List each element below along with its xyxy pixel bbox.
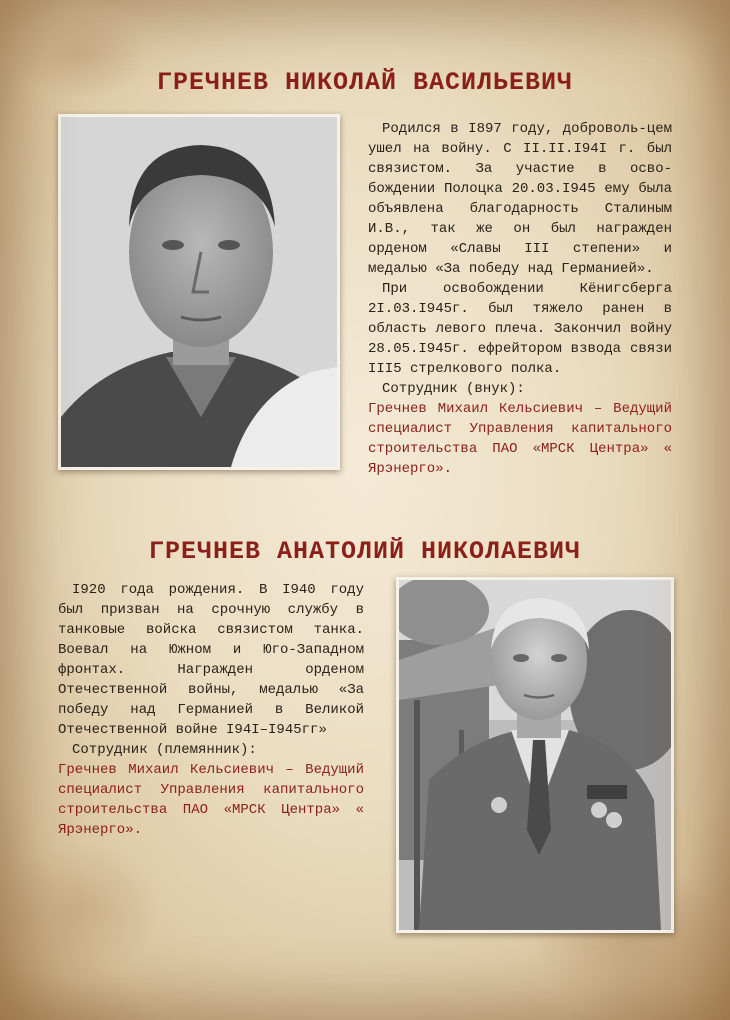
person1-employee: Гречнев Михаил Кельсиевич – Ведущий специалист Управления капитального строительства ПАО «МРСК Центра» « Ярэнерго».	[368, 401, 672, 477]
person1-portrait-photo	[58, 114, 340, 470]
person1-relation: Сотрудник (внук):	[382, 381, 525, 397]
person1-name-heading: ГРЕЧНЕВ НИКОЛАЙ ВАСИЛЬЕВИЧ	[156, 68, 574, 97]
person1-bio-paragraph: Родился в I897 году, доброволь-цем ушел на войну. С II.II.I94I г. был связистом. За участие в осво-бождении Полоцка 20.03.I945 ему была объявлена благодарность Сталиным И.В., так же он был награжден орденом «Славы III степени» и медалью «За победу над Германией».	[368, 121, 672, 277]
person2-bio-paragraph: I920 года рождения. В I940 году был призван на срочную службу в танковые войска связистом танка. Воевал на Южном и Юго-Западном фронтах. Награжден орденом Отечественной войны, медалью «За победу над Германией в Великой Отечественной войне I94I–I945гг»	[58, 582, 364, 738]
person2-biography	[58, 580, 364, 840]
person1-bio-paragraph: При освобождении Кёнигсберга 2I.03.I945г. был тяжело ранен в область левого плеча. Закончил войну 28.05.I945г. ефрейтором взвода связи III5 стрелкового полка.	[368, 281, 672, 377]
portrait-image	[61, 117, 337, 467]
person2-portrait-photo	[396, 577, 674, 933]
person2-name-heading: ГРЕЧНЕВ АНАТОЛИЙ НИКОЛАЕВИЧ	[148, 537, 582, 566]
paper-stain	[0, 840, 160, 980]
person2-relation: Сотрудник (племянник):	[72, 742, 257, 758]
portrait-image	[399, 580, 671, 930]
person2-employee: Гречнев Михаил Кельсиевич – Ведущий специалист Управления капитального строительства ПАО «МРСК Центра» « Ярэнерго».	[58, 762, 364, 838]
person1-biography	[368, 119, 672, 479]
